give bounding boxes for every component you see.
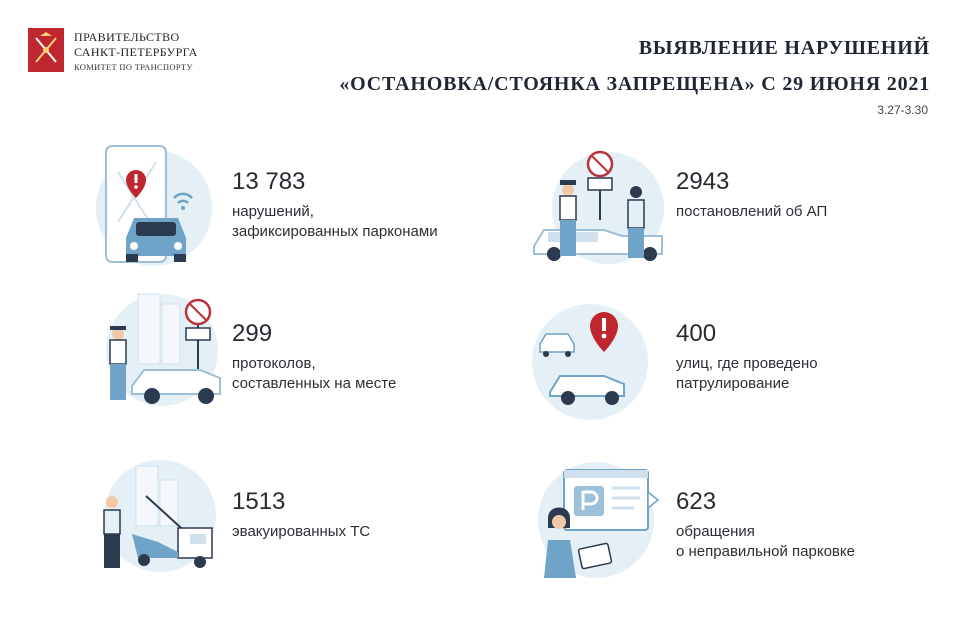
stat-appeals: [676, 488, 855, 562]
stat-line2: составленных на месте: [232, 375, 397, 392]
stat-line2: зафиксированных парконами: [232, 223, 438, 240]
logo: [28, 28, 208, 74]
stat-line1: постановлений об АП: [676, 203, 828, 220]
stat-line1: улиц, где проведено: [676, 355, 818, 372]
emblem-icon: [28, 28, 64, 72]
stat-description: [676, 202, 827, 222]
stat-line2: о неправильной парковке: [676, 543, 855, 560]
phone-car-icon: [96, 142, 216, 270]
stat-description: [676, 354, 818, 394]
parking-complaint-icon: [530, 458, 660, 582]
stat-resolutions: [676, 168, 827, 222]
article-reference: 3.27-3.30: [877, 103, 928, 117]
title-line2: «ОСТАНОВКА/СТОЯНКА ЗАПРЕЩЕНА» С 29 ИЮНЯ 2021: [339, 73, 930, 95]
stat-line1: протоколов,: [232, 355, 316, 372]
stat-evacuated: [232, 488, 370, 542]
stat-line1: эвакуированных ТС: [232, 523, 371, 540]
page-title: [339, 30, 930, 102]
stat-description: [232, 522, 370, 542]
org-name-line1: ПРАВИТЕЛЬСТВО: [74, 30, 180, 44]
title-line1: ВЫЯВЛЕНИЕ НАРУШЕНИЙ: [638, 37, 930, 59]
stat-line2: патрулирование: [676, 375, 790, 392]
stat-description: [676, 522, 855, 562]
stat-fixations: [232, 168, 438, 242]
officer-sign-icon: [98, 290, 228, 410]
org-department: КОМИТЕТ ПО ТРАНСПОРТУ: [74, 62, 193, 72]
tow-truck-icon: [96, 456, 220, 576]
stat-line1: обращения: [676, 523, 755, 540]
stat-line1: нарушений,: [232, 203, 314, 220]
officer-car-icon: [528, 150, 684, 266]
stat-description: [232, 354, 396, 394]
stat-number: 299: [232, 320, 273, 347]
stat-streets: [676, 320, 818, 394]
stat-number: 400: [676, 320, 717, 347]
stat-number: 13 783: [232, 168, 306, 195]
stat-description: [232, 202, 438, 242]
stat-number: 1513: [232, 488, 286, 515]
patrol-car-icon: [528, 300, 652, 424]
org-name-line2: САНКТ-ПЕТЕРБУРГА: [74, 45, 198, 59]
stat-protocols: [232, 320, 396, 394]
stat-number: 2943: [676, 168, 730, 195]
stat-number: 623: [676, 488, 717, 515]
